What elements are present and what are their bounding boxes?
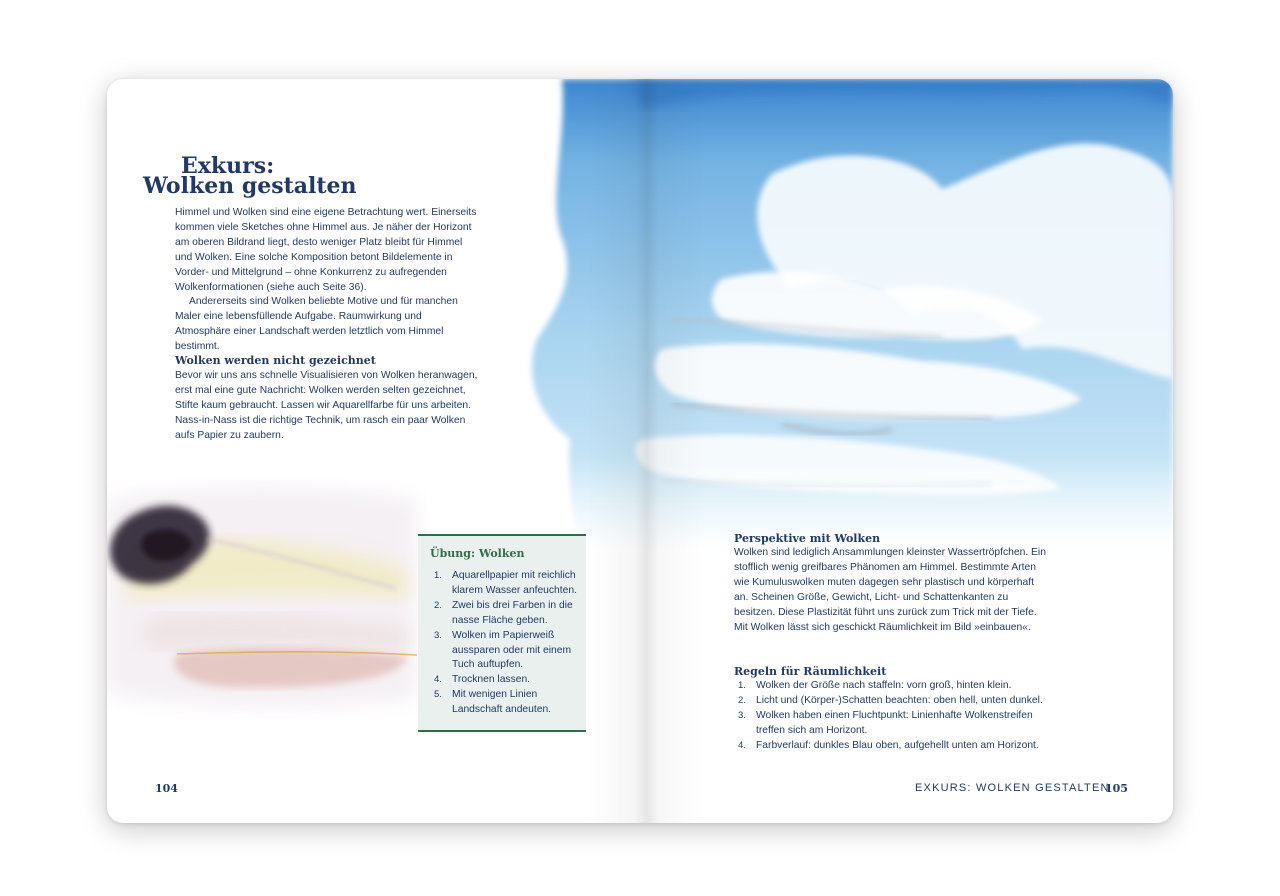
exercise-steps-list [418, 561, 586, 718]
rule-number: 2. [738, 694, 746, 706]
section-text: Bevor wir uns ans schnelle Visualisieren von Wolken heranwagen, erst mal eine gute Nachricht: Wolken werden selten gezeichnet, Stifte kaum gebraucht. Lassen wir Aquarellfarbe für uns arbeiten. Nass-in-Nass ist die richtige Technik, um rasch ein paar Wolken aufs Papier zu zaubern. [175, 370, 478, 441]
list-item [734, 709, 1054, 739]
step-text: Mit wenigen Linien Landschaft andeuten. [452, 689, 552, 716]
page-title-line1: Exkurs: [181, 153, 275, 179]
step-number: 4. [434, 674, 442, 686]
rule-number: 1. [738, 680, 746, 691]
cloud-watercolor-illustration [522, 79, 1173, 549]
list-item [434, 688, 586, 718]
perspective-heading: Perspektive mit Wolken [734, 532, 881, 545]
rule-text: Wolken haben einen Fluchtpunkt: Linienhafte Wolkenstreifen treffen sich am Horizont. [756, 709, 1033, 736]
intro-paragraph-2: Andererseits sind Wolken beliebte Motive und für manchen Maler eine lebensfüllende Aufgabe. Raumwirkung und Atmosphäre einer Landschaft werden letztlich vom Himmel bestimmt. [175, 296, 458, 353]
rules-list-container [734, 679, 1054, 754]
list-item [434, 569, 586, 599]
step-text: Zwei bis drei Farben in die nasse Fläche geben. [452, 599, 573, 626]
rule-text: Licht und (Körper-)Schatten beachten: oben hell, unten dunkel. [756, 694, 1043, 706]
page-title-line2: Wolken gestalten [143, 173, 357, 199]
list-item [434, 599, 586, 629]
rule-number: 3. [738, 709, 746, 721]
page-number-right: 105 [1105, 782, 1128, 795]
section-heading: Wolken werden nicht gezeichnet [175, 354, 376, 367]
list-item [734, 694, 1054, 709]
list-item [734, 739, 1054, 754]
rules-heading: Regeln für Räumlichkeit [734, 665, 887, 678]
list-item [434, 673, 586, 688]
perspective-text: Wolken sind lediglich Ansammlungen kleinster Wassertröpfchen. Ein stofflich wenig greifbares Phänomen am Himmel. Bestimmte Arten wie Kumuluswolken muten dagegen sehr plastisch und körperhaft an. Scheinen Größe, Gewicht, Licht- und Schattenkanten zu besitzen. Diese Plastizität führt uns zurück zum Trick mit der Tiefe. Mit Wolken lässt sich geschickt Räumlichkeit im Bild »einbauen«. [734, 547, 1046, 633]
step-text: Trocknen lassen. [452, 674, 531, 686]
rule-text: Wolken der Größe nach staffeln: vorn groß, hinten klein. [756, 680, 1012, 691]
rule-text: Farbverlauf: dunkles Blau oben, aufgehellt unten am Horizont. [756, 739, 1039, 751]
rule-number: 4. [738, 739, 746, 751]
page-number-left: 104 [155, 782, 178, 795]
step-number: 1. [434, 570, 442, 581]
rules-list [734, 679, 1054, 754]
exercise-title: Übung: Wolken [430, 547, 525, 560]
step-number: 2. [434, 599, 442, 611]
step-text: Wolken im Papierweiß aussparen oder mit einem Tuch auftupfen. [452, 629, 572, 671]
intro-paragraph-1: Himmel und Wolken sind eine eigene Betrachtung wert. Einerseits kommen viele Sketches ohne Himmel aus. Je näher der Horizont am oberen Bildrand liegt, desto weniger Platz bleibt für Himmel und Wolken. Eine solche Komposition betont Bildelemente in Vorder- und Mittelgrund – ohne Konkurrenz zu aufregenden Wolkenformationen (siehe auch Seite 36). [175, 207, 477, 293]
running-head: EXKURS: WOLKEN GESTALTEN [915, 782, 1110, 794]
list-item [434, 629, 586, 674]
step-text: Aquarellpapier mit reichlich klarem Wasser anfeuchten. [452, 570, 577, 596]
list-item [734, 679, 1054, 694]
intro-text [175, 206, 478, 355]
watercolor-wash-illustration [107, 479, 427, 719]
exercise-box [418, 534, 586, 732]
step-number: 3. [434, 629, 442, 641]
step-number: 5. [434, 689, 442, 701]
book-spread [107, 79, 1173, 823]
